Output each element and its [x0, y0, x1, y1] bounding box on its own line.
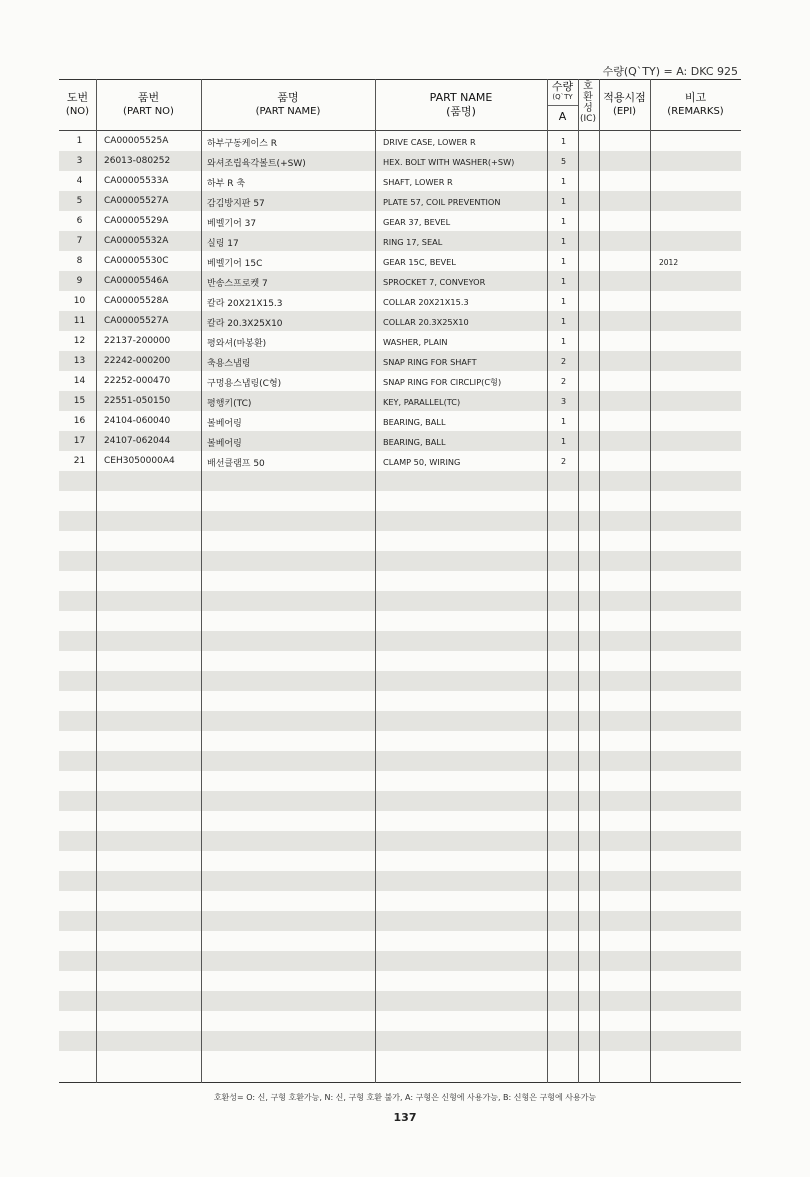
row-no: 16 — [73, 416, 86, 426]
header-part-no-en: (PART NO) — [123, 106, 174, 117]
row-part-name-kr: 칼라 20X21X15.3 — [207, 299, 283, 309]
table-row — [59, 391, 741, 411]
page-number: 137 — [393, 1111, 417, 1124]
row-part-name-en: HEX. BOLT WITH WASHER(+SW) — [383, 157, 515, 167]
header-remarks — [650, 82, 741, 128]
row-shade-band — [59, 911, 741, 931]
row-part-name-kr: 평와셔(마봉환) — [207, 339, 267, 349]
header-ic-l3: 성 — [583, 103, 593, 114]
row-qty: 1 — [560, 217, 567, 226]
header-part-name-kr-sub: (PART NAME) — [255, 106, 321, 117]
row-shade-band — [59, 1031, 741, 1051]
row-no: 13 — [73, 356, 86, 366]
row-part-name-kr: 볼베어링 — [207, 439, 242, 449]
table-row — [59, 251, 741, 271]
row-part-name-kr: 베벨기어 37 — [207, 219, 257, 229]
row-part-name-en: RING 17, SEAL — [383, 237, 443, 247]
row-shade-band — [59, 631, 741, 651]
row-no: 8 — [76, 256, 83, 266]
row-no: 10 — [73, 296, 86, 306]
header-part-name-en-sub: (품명) — [446, 105, 476, 118]
row-no: 11 — [73, 316, 86, 326]
row-no: 4 — [76, 176, 83, 186]
row-part-name-en: BEARING, BALL — [383, 437, 446, 447]
row-no: 12 — [73, 336, 86, 346]
row-qty: 1 — [560, 257, 567, 266]
table-row — [59, 331, 741, 351]
row-part-no: CA00005530C — [104, 256, 169, 266]
table-row — [59, 171, 741, 191]
table-row — [59, 271, 741, 291]
row-shade-band — [59, 551, 741, 571]
table-row — [59, 191, 741, 211]
row-no: 7 — [76, 236, 83, 246]
table-row — [59, 311, 741, 331]
row-part-name-en: COLLAR 20X21X15.3 — [383, 297, 469, 307]
header-qty-en: (Q`TY — [552, 93, 573, 101]
table-row — [59, 231, 741, 251]
row-part-name-en: BEARING, BALL — [383, 417, 446, 427]
row-qty: 1 — [560, 177, 567, 186]
header-part-name-kr-label: 품명 — [277, 91, 299, 104]
table-row — [59, 131, 741, 151]
row-part-name-kr: 실링 17 — [207, 239, 239, 249]
header-part-no — [96, 82, 201, 128]
row-qty: 2 — [560, 457, 567, 466]
row-qty: 1 — [560, 137, 567, 146]
qty-model-note: 수량(Q`TY) = A: DKC 925 — [602, 65, 738, 78]
row-part-no: 24104-060040 — [104, 416, 171, 426]
header-ic — [580, 81, 596, 125]
row-no: 5 — [76, 196, 83, 206]
parts-table — [59, 79, 741, 1083]
row-qty: 2 — [560, 377, 567, 386]
row-qty: 2 — [560, 357, 567, 366]
header-part-name-kr — [201, 82, 375, 128]
row-part-name-kr: 배선클램프 50 — [207, 459, 265, 469]
row-shade-band — [59, 791, 741, 811]
header-part-name-en — [375, 82, 547, 128]
row-part-name-kr: 하부 R 축 — [207, 179, 246, 189]
row-part-name-en: GEAR 37, BEVEL — [383, 217, 451, 227]
header-ic-l4: (IC) — [580, 114, 596, 124]
row-no: 17 — [73, 436, 86, 446]
row-part-no: CA00005529A — [104, 216, 169, 226]
header-epi-kr: 적용시점 — [603, 91, 646, 104]
header-qty-a — [547, 107, 578, 127]
header-remarks-kr: 비고 — [684, 91, 707, 104]
table-top-rule — [59, 79, 741, 80]
header-ic-l2: 환 — [583, 92, 593, 103]
row-qty: 1 — [560, 437, 567, 446]
row-no: 6 — [76, 216, 83, 226]
row-part-name-en: WASHER, PLAIN — [383, 337, 448, 347]
row-part-name-kr: 칼라 20.3X25X10 — [207, 319, 283, 329]
row-part-no: 22137-200000 — [104, 336, 171, 346]
row-no: 15 — [73, 396, 86, 406]
row-part-name-en: SPROCKET 7, CONVEYOR — [383, 277, 486, 287]
row-no: 21 — [73, 456, 86, 466]
qty-subheader-rule — [548, 105, 578, 106]
row-part-no: CEH3050000A4 — [104, 456, 175, 466]
row-part-name-en: SHAFT, LOWER R — [383, 177, 453, 187]
row-part-no: CA00005532A — [104, 236, 169, 246]
row-part-name-en: PLATE 57, COIL PREVENTION — [383, 197, 501, 207]
row-part-no: CA00005527A — [104, 196, 169, 206]
table-row — [59, 411, 741, 431]
row-part-no: CA00005528A — [104, 296, 169, 306]
header-no — [59, 82, 96, 128]
table-row — [59, 451, 741, 471]
header-part-no-kr: 품번 — [137, 91, 160, 104]
row-qty: 5 — [560, 157, 567, 166]
row-part-name-kr: 하부구동케이스 R — [207, 139, 277, 149]
row-no: 9 — [76, 276, 83, 286]
row-part-no: 24107-062044 — [104, 436, 171, 446]
row-qty: 1 — [560, 337, 567, 346]
row-qty: 1 — [560, 237, 567, 246]
row-part-name-kr: 베벨기어 15C — [207, 259, 263, 269]
compatibility-legend: 호환성= O: 신, 구형 호환가능, N: 신, 구형 호환 불가, A: 구형은 신형에 사용가능, B: 신형은 구형에 사용가능 — [213, 1093, 597, 1102]
table-row — [59, 431, 741, 451]
row-qty: 3 — [560, 397, 567, 406]
header-qty — [547, 81, 578, 105]
table-row — [59, 351, 741, 371]
row-shade-band — [59, 471, 741, 491]
row-shade-band — [59, 991, 741, 1011]
table-row — [59, 371, 741, 391]
row-part-no: 22242-000200 — [104, 356, 171, 366]
row-part-name-kr: 평행키(TC) — [207, 399, 252, 409]
header-no-en: (NO) — [65, 106, 90, 117]
row-part-no: CA00005527A — [104, 316, 169, 326]
row-shade-band — [59, 671, 741, 691]
row-part-no: 22551-050150 — [104, 396, 171, 406]
row-part-name-kr: 와셔조립육각볼트(+SW) — [207, 159, 306, 169]
row-no: 3 — [76, 156, 83, 166]
row-part-no: CA00005546A — [104, 276, 169, 286]
row-qty: 1 — [560, 297, 567, 306]
row-no: 1 — [76, 136, 83, 146]
row-part-no: CA00005525A — [104, 136, 169, 146]
table-row — [59, 291, 741, 311]
row-part-no: 26013-080252 — [104, 156, 171, 166]
row-part-name-en: SNAP RING FOR SHAFT — [383, 357, 477, 367]
row-shade-band — [59, 871, 741, 891]
header-qty-sub: A — [558, 110, 567, 123]
row-part-name-kr: 구멍용스냅링(C형) — [207, 379, 282, 389]
header-ic-l1: 호 — [583, 81, 593, 92]
header-part-name-en-label: PART NAME — [429, 91, 493, 104]
row-shade-band — [59, 831, 741, 851]
row-qty: 1 — [560, 417, 567, 426]
row-no: 14 — [73, 376, 86, 386]
row-shade-band — [59, 591, 741, 611]
row-remarks: 2012 — [659, 258, 679, 267]
row-part-name-en: DRIVE CASE, LOWER R — [383, 137, 476, 147]
row-part-name-en: COLLAR 20.3X25X10 — [383, 317, 469, 327]
table-bottom-rule — [59, 1082, 741, 1083]
row-part-name-en: KEY, PARALLEL(TC) — [383, 397, 461, 407]
row-qty: 1 — [560, 197, 567, 206]
row-shade-band — [59, 951, 741, 971]
row-part-no: 22252-000470 — [104, 376, 171, 386]
row-part-name-kr: 축용스냅링 — [207, 359, 251, 369]
row-qty: 1 — [560, 317, 567, 326]
row-shade-band — [59, 751, 741, 771]
table-row — [59, 211, 741, 231]
row-qty: 1 — [560, 277, 567, 286]
table-row — [59, 151, 741, 171]
header-epi-en: (EPI) — [612, 106, 637, 117]
row-shade-band — [59, 511, 741, 531]
row-part-name-en: GEAR 15C, BEVEL — [383, 257, 456, 267]
header-epi — [599, 82, 650, 128]
row-part-name-kr: 볼베어링 — [207, 419, 242, 429]
row-part-name-en: SNAP RING FOR CIRCLIP(C형) — [383, 377, 502, 387]
row-part-name-kr: 반송스프로켓 7 — [207, 279, 268, 289]
row-shade-band — [59, 711, 741, 731]
header-remarks-en: (REMARKS) — [667, 106, 724, 117]
header-qty-kr: 수량 — [551, 80, 574, 93]
header-no-kr: 도번 — [66, 91, 89, 104]
row-part-name-en: CLAMP 50, WIRING — [383, 457, 461, 467]
row-part-name-kr: 감김방지판 57 — [207, 199, 265, 209]
row-part-no: CA00005533A — [104, 176, 169, 186]
